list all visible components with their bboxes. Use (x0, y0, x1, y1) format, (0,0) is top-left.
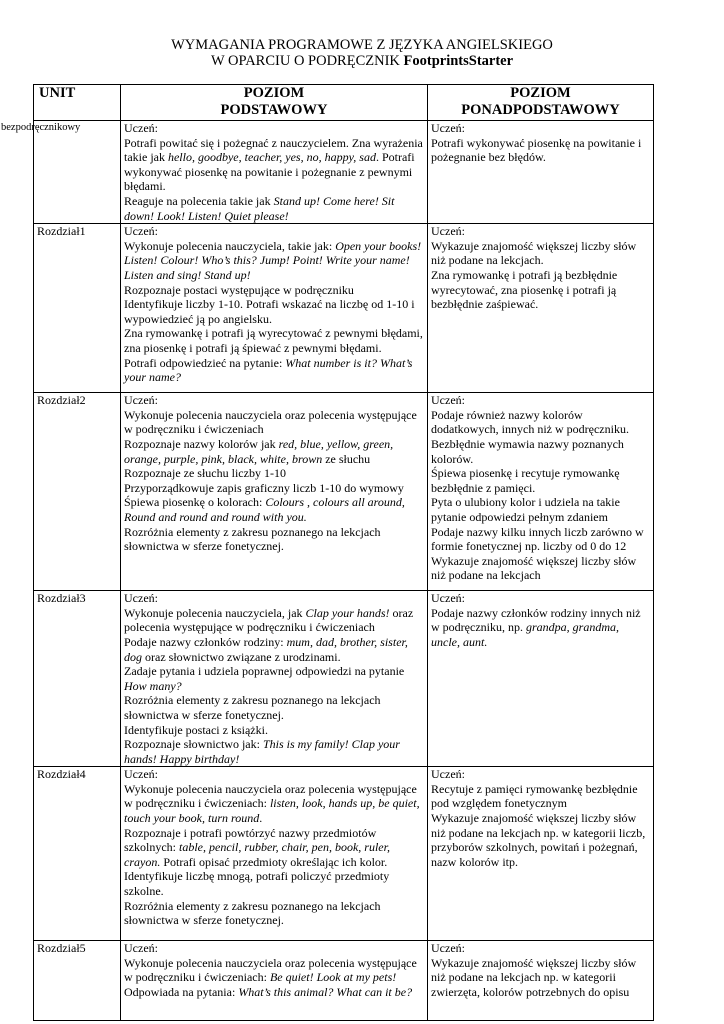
basic-paragraph: Wykonuje polecenia nauczyciela, takie jak: Open your books! Listen! Colour! Who’s this? Jump! Point! Write your name! Listen and sing! Stand up! (124, 238, 422, 282)
table-row (34, 941, 654, 1021)
example-phrase: How many? (124, 678, 182, 693)
unit-cell (34, 393, 121, 591)
advanced-paragraph: Pyta o ulubiony kolor i udziela na takie pytanie odpowiedzi pełnym zdaniem (431, 495, 620, 524)
example-phrase: Stand up! Come here! Sit down! Look! Listen! Quiet please! (124, 193, 395, 223)
advanced-paragraph: Śpiewa piosenkę i recytuje rymowankę bezbłędnie z pamięci. (431, 466, 620, 495)
basic-paragraph: Uczeń: (124, 591, 158, 606)
unit-cell (34, 941, 121, 1021)
example-phrase: What number is it? What’s your name? (124, 355, 413, 385)
basic-paragraph: Podaje nazwy członków rodziny: mum, dad, brother, sister, dog oraz słownictwo związane z urodzinami. (124, 634, 408, 664)
unit-cell (1, 121, 121, 224)
advanced-level-cell (428, 941, 654, 1021)
advanced-level-cell (428, 393, 654, 591)
basic-paragraph: Rozróżnia elementy z zakresu poznanego na lekcjach słownictwa w sferze fonetycznej. (124, 524, 381, 554)
example-phrase: Clap your hands! (305, 605, 390, 620)
advanced-level-cell (428, 224, 654, 393)
basic-paragraph: Zna rymowankę i potrafi ją wyrecytować z pewnymi błędami, zna piosenkę i potrafi ją śpiewać z pewnymi błędami. (124, 326, 423, 355)
advanced-level-cell (428, 767, 654, 941)
advanced-paragraph: Uczeń: (431, 941, 465, 956)
requirements-table (1, 84, 654, 1021)
basic-paragraph: Wykonuje polecenia nauczyciela, jak Clap your hands! oraz polecenia występujące w podręczniku i ćwiczeniach (124, 605, 414, 635)
advanced-level-cell (428, 591, 654, 767)
header-advanced-text: POZIOM PONADPODSTAWOWY (461, 85, 620, 118)
advanced-paragraph: Potrafi wykonywać piosenkę na powitanie i pożegnanie bez błędów. (431, 135, 642, 165)
basic-level-cell (121, 121, 428, 224)
basic-paragraph: Identyfikuje liczby 1-10. Potrafi wskazać na liczbę od 1-10 i wypowiedzieć ją po angielsku. (124, 297, 415, 326)
header-advanced-level (428, 85, 654, 121)
unit-label: Rozdział4 (37, 767, 86, 782)
basic-paragraph: Uczeń: (124, 767, 158, 782)
header-basic-level (121, 85, 428, 121)
unit-label: Rozdział5 (37, 941, 86, 956)
basic-paragraph: Uczeń: (124, 121, 158, 135)
advanced-paragraph: Wykazuje znajomość większej liczby słów niż podane na lekcjach. (431, 238, 637, 268)
basic-paragraph: Rozpoznaje ze słuchu liczby 1-10 (124, 466, 286, 481)
basic-paragraph: Wykonuje polecenia nauczyciela oraz polecenia występujące w podręczniku i ćwiczeniach: listen, look, hands up, be quiet, touch your book, turn round. (124, 781, 420, 826)
example-phrase: This is my family! Clap your hands! Happy birthday! (124, 737, 400, 766)
unit-label: Rozdział1 (37, 224, 86, 239)
advanced-level-cell (428, 121, 654, 224)
advanced-paragraph: Zna rymowankę i potrafi ją bezbłędnie wyrecytować, zna piosenkę i potrafi ją bezbłędnie zaśpiewać. (431, 267, 618, 312)
example-phrase: red, blue, yellow, green, orange, purple, pink, black, white, brown (124, 436, 394, 466)
document-title-line1: WYMAGANIA PROGRAMOWE Z JĘZYKA ANGIELSKIEGO (171, 37, 553, 53)
basic-paragraph: Śpiewa piosenkę o kolorach: Colours , colours all around, Round and round and round with you. (124, 495, 405, 524)
basic-paragraph: Uczeń: (124, 941, 158, 956)
advanced-paragraph: Wykazuje znajomość większej liczby słów niż podane na lekcjach np. w kategorii zwierzęta, kolorów potrzebnych do opisu (431, 955, 637, 1000)
document-title-line2 (0, 53, 724, 69)
basic-paragraph: Rozpoznaje postaci występujące w podręczniku (124, 282, 354, 297)
basic-paragraph: Rozróżnia elementy z zakresu poznanego na lekcjach słownictwa w sferze fonetycznej. (124, 898, 381, 928)
basic-paragraph: Reaguje na polecenia takie jak Stand up! Come here! Sit down! Look! Listen! Quiet please! (124, 193, 395, 223)
unit-label: Rozdział2 (37, 393, 86, 408)
table-row (34, 224, 654, 393)
table-row (34, 767, 654, 941)
basic-paragraph: Przyporządkowuje zapis graficzny liczb 1-10 do wymowy (124, 480, 404, 495)
example-phrase: grandpa, grandma, uncle, aunt. (431, 620, 619, 649)
basic-level-cell (121, 393, 428, 591)
basic-paragraph: Rozpoznaje słownictwo jak: This is my family! Clap your hands! Happy birthday! (124, 737, 400, 766)
basic-paragraph: Rozpoznaje i potrafi powtórzyć nazwy przedmiotów szkolnych: table, pencil, rubber, chair, pen, book, ruler, crayon. Potrafi opisać przedmioty określając ich kolor. (124, 825, 390, 869)
basic-paragraph: Identyfikuje postaci z książki. (124, 722, 268, 737)
unit-label: Rozdział3 (37, 591, 86, 606)
basic-paragraph: Rozpoznaje nazwy kolorów jak red, blue, yellow, green, orange, purple, pink, black, white, brown ze słuchu (124, 436, 394, 466)
basic-paragraph: Rozróżnia elementy z zakresu poznanego na lekcjach słownictwa w sferze fonetycznej. (124, 693, 381, 722)
basic-paragraph: Odpowiada na pytania: What’s this animal? What can it be? (124, 985, 413, 1000)
advanced-paragraph: Podaje nazwy członków rodziny innych niż w podręczniku, np. grandpa, grandma, uncle, aunt. (431, 605, 641, 649)
example-phrase: hello, goodbye, teacher, yes, no, happy, sad (167, 150, 376, 165)
example-phrase: Colours , colours all around, Round and round and round with you. (124, 495, 405, 524)
advanced-paragraph: Uczeń: (431, 224, 465, 239)
unit-cell (34, 224, 121, 393)
advanced-paragraph: Podaje również nazwy kolorów dodatkowych, innych niż w podręczniku. (431, 407, 629, 437)
unit-cell (34, 767, 121, 941)
basic-paragraph: Uczeń: (124, 393, 158, 408)
title-book-name: FootprintsStarter (403, 53, 514, 69)
advanced-paragraph: Podaje nazwy kilku innych liczb zarówno w formie fonetycznej np. liczby od 0 do 12 (431, 524, 644, 554)
advanced-paragraph: Wykazuje znajomość większej liczby słów niż podane na lekcjach (431, 553, 637, 583)
basic-paragraph: Potrafi powitać się i pożegnać z nauczycielem. Zna wyrażenia takie jak hello, goodbye, teacher, yes, no, happy, sad. Potrafi wykonywać piosenkę na powitanie i pożegnanie z pewnymi błędami. (124, 135, 423, 194)
basic-level-cell (121, 767, 428, 941)
header-unit: UNIT (34, 85, 121, 121)
basic-paragraph: Potrafi odpowiedzieć na pytanie: What number is it? What’s your name? (124, 355, 413, 385)
table-row (34, 121, 654, 224)
basic-paragraph: Identyfikuje liczbę mnogą, potrafi policzyć przedmioty szkolne. (124, 869, 390, 899)
title-prefix: W OPARCIU O PODRĘCZNIK (210, 53, 404, 69)
advanced-paragraph: Uczeń: (431, 767, 465, 782)
advanced-paragraph: Bezbłędnie wymawia nazwy poznanych kolorów. (431, 436, 624, 466)
table-row (34, 393, 654, 591)
advanced-paragraph: Wykazuje znajomość większej liczby słów niż podane na lekcjach np. w kategorii liczb, przyborów szkolnych, powitań i pożegnań, nazw kolorów itp. (431, 811, 646, 869)
example-phrase: What’s this animal? What can it be? (238, 985, 413, 1000)
example-phrase: Be quiet! Look at my pets! (269, 970, 397, 985)
basic-level-cell (121, 941, 428, 1021)
advanced-paragraph: Uczeń: (431, 121, 465, 135)
example-phrase: Open your books! Listen! Colour! Who’s this? Jump! Point! Write your name! Listen and sing! Stand up! (124, 238, 422, 282)
header-basic-text: POZIOM PODSTAWOWY (220, 85, 328, 118)
unit-label: bezpodręcznikowy (1, 122, 81, 133)
table-header-row (34, 85, 654, 121)
basic-paragraph: Wykonuje polecenia nauczyciela oraz polecenia występujące w podręczniku i ćwiczeniach (124, 407, 417, 437)
advanced-paragraph: Uczeń: (431, 393, 465, 408)
basic-paragraph: Uczeń: (124, 224, 158, 239)
basic-paragraph: Zadaje pytania i udziela poprawnej odpowiedzi na pytanie How many? (124, 664, 405, 693)
advanced-paragraph: Uczeń: (431, 591, 465, 606)
unit-cell (34, 591, 121, 767)
basic-paragraph: Wykonuje polecenia nauczyciela oraz polecenia występujące w podręczniku i ćwiczeniach: Be quiet! Look at my pets! (124, 955, 417, 985)
basic-level-cell (121, 224, 428, 393)
basic-level-cell (121, 591, 428, 767)
table-row (34, 591, 654, 767)
example-phrase: mum, dad, brother, sister, dog (124, 634, 408, 664)
advanced-paragraph: Recytuje z pamięci rymowankę bezbłędnie pod względem fonetycznym (431, 781, 638, 811)
example-phrase: table, pencil, rubber, chair, pen, book, ruler, crayon. (124, 840, 390, 869)
example-phrase: listen, look, hands up, be quiet, touch your book, turn round (124, 796, 420, 826)
